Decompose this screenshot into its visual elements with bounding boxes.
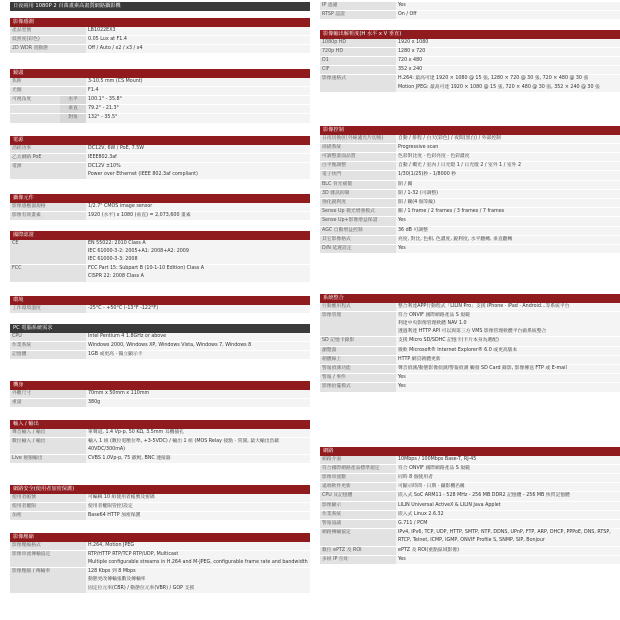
- section-header: 影像控制: [320, 126, 620, 135]
- spec-value: Windows 2000, Windows XP, Windows Vista, Windows 7, Windows 8: [86, 341, 310, 350]
- spec-label: [10, 105, 60, 114]
- spec-label: 瀏覽器: [320, 346, 396, 355]
- spec-table: [10, 203, 310, 221]
- spec-row: [320, 456, 620, 465]
- spec-table: [10, 240, 310, 283]
- spec-label: 影像有效畫素: [10, 211, 86, 220]
- spec-row: [320, 546, 620, 555]
- spec-label: Live 視頻輸出: [10, 455, 86, 464]
- spec-table: [10, 78, 310, 96]
- spec-table: [10, 333, 310, 361]
- spec-value: 70mm x 50mm x 110mm: [86, 390, 310, 399]
- spec-value: Yes: [396, 217, 620, 226]
- spec-row: [10, 350, 310, 359]
- spec-label: 警報 / 事件: [320, 374, 396, 383]
- spec-label: 2D WDR 寬動態: [10, 44, 86, 53]
- spec-row: [10, 162, 310, 179]
- spec-row: [10, 550, 310, 567]
- spec-row: [320, 75, 620, 92]
- spec-label: 作業系統: [320, 510, 396, 519]
- spec-label: Sense Up 微光增強模式: [320, 208, 396, 217]
- spec-label: 白平衡調整: [320, 162, 396, 171]
- spec-row: [10, 437, 310, 454]
- spec-label: 作業系統: [10, 341, 86, 350]
- spec-value: 同時 8 個使用者: [396, 473, 620, 482]
- spec-label: 焦距: [10, 78, 86, 87]
- spec-value: IEEE802.3af: [86, 153, 310, 162]
- spec-value: 微軟 Microsoft® Internet Explorer® 6.0 或更高版本: [396, 346, 620, 355]
- viewing-angle-axis: 水平: [60, 96, 86, 105]
- spec-label: 影像拍擺模式: [320, 383, 396, 392]
- spec-value: 1GB 或更高 · 獨立顯示卡: [86, 350, 310, 359]
- section-header: 系統整合: [320, 294, 620, 303]
- spec-value: 單聲道, 1.4 Vp-p, 50 KΩ, 3.5mm 耳機插孔: [86, 429, 310, 438]
- spec-row: [10, 240, 310, 265]
- spec-value: Base64 HTTP 加密保護: [86, 511, 310, 520]
- left-spec-section: [10, 420, 310, 464]
- spec-row: [10, 35, 310, 44]
- spec-row: [10, 27, 310, 36]
- section-header: 環境: [10, 296, 310, 305]
- spec-label: 重量: [10, 398, 86, 407]
- spec-row: [10, 203, 310, 212]
- spec-label: IP 過濾: [320, 2, 396, 11]
- spec-table: [10, 390, 310, 408]
- spec-table: [10, 305, 310, 314]
- spec-row: [320, 11, 620, 20]
- spec-value: 整合利達APP行動程式「LILIN Pro」支援 iPhone · iPad · Android...等系統平台: [396, 303, 620, 312]
- spec-label: 影像串流傳輸協定: [10, 550, 86, 567]
- spec-label: 光圈: [10, 86, 86, 95]
- spec-table: [320, 2, 620, 20]
- spec-row: [320, 152, 620, 161]
- spec-value: 色彩對比度 · 色彩亮度 · 色彩濃度: [396, 152, 620, 161]
- spec-value: 380g: [86, 398, 310, 407]
- spec-label: 行動應用程式: [320, 303, 396, 312]
- spec-value: 3-10.5 mm (CS Mount): [86, 78, 310, 87]
- spec-value: 開 / 關: [396, 180, 620, 189]
- spec-row: [320, 56, 620, 65]
- spec-value: 36 dB 可調整: [396, 226, 620, 235]
- section-header: PC 電腦系統需求: [10, 324, 310, 333]
- spec-value: 符合 ONVIF 國際網路產品 S 規範: [396, 464, 620, 473]
- spec-table: [320, 135, 620, 255]
- spec-row: [320, 180, 620, 189]
- spec-value: 132° - 35.5°: [86, 114, 310, 123]
- spec-label: 消耗功率: [10, 145, 86, 154]
- left-spec-section: [10, 136, 310, 180]
- spec-row: [10, 390, 310, 399]
- spec-label: Sense Up+影像增益保證: [320, 217, 396, 226]
- spec-label: 工作環境溫度: [10, 305, 86, 314]
- spec-label: 掃描系統: [320, 143, 396, 152]
- spec-value: Yes: [396, 383, 620, 392]
- spec-row: [10, 105, 310, 114]
- spec-row: [320, 519, 620, 528]
- left-spec-section: [10, 231, 310, 283]
- spec-label: 影像壓縮格式: [10, 542, 86, 551]
- spec-value: 1920 x 1080: [396, 39, 620, 48]
- spec-row: [320, 39, 620, 48]
- spec-value: 可顯示時間 · 日期 · 攝影機名稱: [396, 483, 620, 492]
- spec-value: -25°C - +50°C (-13°F -122°F): [86, 305, 310, 314]
- left-spec-section: [10, 324, 310, 360]
- spec-label: 使用者權限: [10, 502, 86, 511]
- spec-label: 日夜切換(紅外線濾光片切換): [320, 135, 396, 144]
- spec-row: [320, 346, 620, 355]
- spec-label: CE: [10, 240, 86, 265]
- spec-row: [320, 226, 620, 235]
- spec-row: [10, 86, 310, 95]
- spec-label: 韌體線上: [320, 355, 396, 364]
- spec-value: ePTZ 及 ROI(重點區域影像): [396, 546, 620, 555]
- spec-label: 其它影像格式: [320, 235, 396, 244]
- spec-row: [10, 96, 310, 105]
- spec-row: [320, 162, 620, 171]
- spec-label: CIF: [320, 66, 396, 75]
- spec-row: [320, 135, 620, 144]
- section-header: 鏡頭: [10, 69, 310, 78]
- spec-label: 720p HD: [320, 47, 396, 56]
- spec-row: [320, 235, 620, 244]
- spec-row: [10, 44, 310, 53]
- spec-value: 1/2.7" CMOS image sensor: [86, 203, 310, 212]
- spec-table: [10, 494, 310, 522]
- spec-value: LILIN Universal ActiveX & LILIN Java Applet: [396, 501, 620, 510]
- spec-label: 1080p HD: [320, 39, 396, 48]
- right-spec-section: [320, 2, 620, 20]
- spec-label: [10, 114, 60, 123]
- spec-label: 警報協議: [320, 519, 396, 528]
- right-spec-section: [320, 294, 620, 393]
- spec-label: 警報偵測功能: [320, 364, 396, 373]
- spec-value: 嵌入式 SoC ARM11 - 528 MHz - 256 MB DDR2 記憶體 - 256 MB 快閃記憶體: [396, 492, 620, 501]
- spec-label: 乙太網路 PoE: [10, 153, 86, 162]
- spec-value: EN 55022: 2010 Class A IEC 61000-3-2: 2005+A1: 2008+A2: 2009 IEC 61000-3-3: 2008: [86, 240, 310, 265]
- spec-label: FCC: [10, 265, 86, 282]
- spec-value: 使用者權限管控/設定: [86, 502, 310, 511]
- section-header: 輸入 / 輸出: [10, 420, 310, 429]
- right-spec-section: [320, 126, 620, 254]
- spec-value: 1/30(1/25)秒 - 1/8000 秒: [396, 171, 620, 180]
- spec-row: [320, 337, 620, 346]
- spec-label: 多組 IP 位址: [320, 555, 396, 564]
- section-header: 日夜兩用 1080P 2 百萬畫素高畫質網路攝影機: [10, 2, 310, 11]
- spec-label: D/N 延遲設定: [320, 244, 396, 253]
- spec-value: Yes: [396, 555, 620, 564]
- spec-value: 可編輯 10 組使用者帳號及密碼: [86, 494, 310, 503]
- spec-label: 影像壓縮 / 傳輸率: [10, 568, 86, 594]
- spec-label: 電源: [10, 162, 86, 179]
- right-spec-section: [320, 30, 620, 93]
- spec-value: DC12V ±10% Power over Ethernet (IEEE 802.3af compliant): [86, 162, 310, 179]
- spec-row: [320, 311, 620, 337]
- spec-label: 網路介面: [320, 456, 396, 465]
- spec-row: [10, 511, 310, 520]
- left-spec-section: [10, 381, 310, 408]
- spec-table: [10, 542, 310, 594]
- spec-table: [10, 27, 310, 55]
- spec-label: 可視角度: [10, 96, 60, 105]
- spec-row: [320, 303, 620, 312]
- spec-row: [10, 114, 310, 123]
- spec-label: SD 記憶卡錄影: [320, 337, 396, 346]
- spec-row: [10, 78, 310, 87]
- spec-row: [10, 265, 310, 282]
- section-header: 國際認證: [10, 231, 310, 240]
- spec-row: [10, 568, 310, 594]
- spec-value: LB1022EX3: [86, 27, 310, 36]
- left-spec-section: [10, 69, 310, 124]
- spec-value: G.711 / PCM: [396, 519, 620, 528]
- spec-label: 低照度(彩色): [10, 35, 86, 44]
- spec-value: 79.2° - 21.3°: [86, 105, 310, 114]
- spec-label: 3D 雜訊抑制: [320, 189, 396, 198]
- section-header: 影像輸出解析度(H 水平 x V 垂直): [320, 30, 620, 39]
- spec-row: [320, 501, 620, 510]
- spec-label: 產品型號: [10, 27, 86, 36]
- spec-row: [320, 483, 620, 492]
- spec-label: CPU 及記憶體: [320, 492, 396, 501]
- spec-value: Off / Auto / x2 / x3 / x4: [86, 44, 310, 53]
- spec-label: RTSP 認證: [320, 11, 396, 20]
- spec-value: 聲音偵測/動態影像偵測/警報偵測 觸發 SD Card 錄影, 影像傳送 FTP 或 E-mail: [396, 364, 620, 373]
- spec-row: [320, 464, 620, 473]
- spec-value: 128 Kbps 到 8 Mbps 動態更改傳輸張數及傳輸率 固定位元率(CBR) / 動態位元率(VBR) / GOP 支援: [86, 568, 310, 594]
- viewing-angle-axis: 對角: [60, 114, 86, 123]
- spec-value: On / Off: [396, 11, 620, 20]
- spec-label: D1: [320, 56, 396, 65]
- spec-table: [10, 145, 310, 181]
- spec-row: [320, 189, 620, 198]
- spec-label: 可調整畫面品質: [320, 152, 396, 161]
- spec-value: F1.4: [86, 86, 310, 95]
- spec-row: [320, 529, 620, 546]
- spec-label: 影像顯示: [320, 501, 396, 510]
- spec-label: 強化銳利度: [320, 198, 396, 207]
- spec-label: 電子快門: [320, 171, 396, 180]
- spec-label: 影像管理: [320, 311, 396, 337]
- spec-value: 開 / 1-32 (可調整): [396, 189, 620, 198]
- spec-row: [10, 429, 310, 438]
- spec-row: [320, 198, 620, 207]
- spec-row: [10, 211, 310, 220]
- spec-label: 影像速格式: [320, 75, 396, 92]
- spec-row: [10, 333, 310, 342]
- spec-value: 符合 ONVIF 國際網路產品 S 規範 利達中央影像管理軟體 NAV 1.0 透過利達 HTTP API 可以與第三方 VMS 影像管理軟體平台做系統整合: [396, 311, 620, 337]
- spec-label: 使用者帳號: [10, 494, 86, 503]
- spec-row: [10, 153, 310, 162]
- spec-label: 影像感應器規格: [10, 203, 86, 212]
- spec-value: 亮度, 對比, 色相, 色濃度, 銳利度, 水平翻轉, 垂直翻轉: [396, 235, 620, 244]
- spec-row: [320, 383, 620, 392]
- section-header: 影像感測: [10, 18, 310, 27]
- spec-value: 開 / 關(4 個等級): [396, 198, 620, 207]
- spec-value: H.264: 最高可達 1920 × 1080 @ 15 張, 1280 × 720 @ 30 張, 720 × 480 @ 30 張 Motion JPEG: 最高可達 1920 × 1080 @ 15 張, 720 × 480 @ 30 張, 352 × 240 @ 30 張: [396, 75, 620, 92]
- spec-label: AGC 自動增益控制: [320, 226, 396, 235]
- spec-value: Intel Pentium 4 1.8GHz or above: [86, 333, 310, 342]
- spec-value: 支援 Micro SD/SDHC 記憶卡(卡片本身為選配): [396, 337, 620, 346]
- spec-table: [320, 303, 620, 393]
- spec-value: 352 x 240: [396, 66, 620, 75]
- section-header: 網路安全(使用者加密保護): [10, 485, 310, 494]
- spec-row: [320, 355, 620, 364]
- spec-value: 0.05 Lux at F1.4: [86, 35, 310, 44]
- spec-label: 外觀尺寸: [10, 390, 86, 399]
- spec-label: 記憶體: [10, 350, 86, 359]
- spec-value: H.264, Motion JPEG: [86, 542, 310, 551]
- viewing-angle-axis: 垂直: [60, 105, 86, 114]
- spec-label: 符合國際網路產品標準規定: [320, 464, 396, 473]
- spec-value: HTTP 網頁韌體更新: [396, 355, 620, 364]
- spec-row: [10, 341, 310, 350]
- section-header: 電源: [10, 136, 310, 145]
- spec-label: 聲音輸入 / 輸出: [10, 429, 86, 438]
- spec-row: [320, 364, 620, 373]
- spec-value: Progressive scan: [396, 143, 620, 152]
- left-spec-section: [10, 2, 310, 11]
- spec-label: 加密: [10, 511, 86, 520]
- spec-value: 輸入 1 組 (數位電壓位準, +3-5VDC) / 輸出 1 組 (MOS Relay 接點 · 常開, 最大輸出負載 40VDC/300mA): [86, 437, 310, 454]
- spec-row: [320, 143, 620, 152]
- spec-row: [320, 244, 620, 253]
- spec-value: 10Mbps / 100Mbps Base-T, RJ-45: [396, 456, 620, 465]
- viewing-angle-table: [10, 96, 310, 124]
- section-header: 機身: [10, 381, 310, 390]
- spec-row: [320, 492, 620, 501]
- left-spec-section: [10, 18, 310, 54]
- spec-label: 遠端軟件更新: [320, 483, 396, 492]
- spec-label: CPU: [10, 333, 86, 342]
- spec-value: CVBS 1.0Vp-p, 75 歐姆, BNC 連接器: [86, 455, 310, 464]
- spec-row: [320, 208, 620, 217]
- spec-row: [10, 502, 310, 511]
- spec-value: 嵌入式 Linux 2.6.32: [396, 510, 620, 519]
- left-spec-section: [10, 533, 310, 594]
- spec-value: RTP/HTTP RTP/TCP RTP/UDP, Multicast Multiple configurable streams in H.264 and M-JPEG, configurable frame rate and bandwidth: [86, 550, 310, 567]
- spec-row: [320, 217, 620, 226]
- spec-row: [320, 374, 620, 383]
- spec-row: [320, 510, 620, 519]
- spec-value: Yes: [396, 2, 620, 11]
- spec-row: [10, 398, 310, 407]
- spec-label: 網路傳輸協定: [320, 529, 396, 546]
- section-header: 網路: [320, 447, 620, 456]
- spec-row: [320, 2, 620, 11]
- spec-label: 數位輸入 / 輸出: [10, 437, 86, 454]
- spec-row: [320, 47, 620, 56]
- spec-row: [10, 145, 310, 154]
- spec-label: 數位 ePTZ 及 ROI: [320, 546, 396, 555]
- spec-value: 自動 / 燭光 / 室內 / 日光燈 1 / 日光燈 2 / 室外 1 / 室外 2: [396, 162, 620, 171]
- spec-table: [320, 39, 620, 93]
- spec-value: 關 / 1 frame / 2 frames / 3 frames / 7 frames: [396, 208, 620, 217]
- section-header: 影像壓縮: [10, 533, 310, 542]
- left-spec-section: [10, 194, 310, 221]
- right-spec-section: [320, 447, 620, 565]
- spec-value: 100.1° - 35.8°: [86, 96, 310, 105]
- left-spec-section: [10, 485, 310, 521]
- spec-row: [10, 494, 310, 503]
- spec-row: [320, 66, 620, 75]
- spec-value: Yes: [396, 374, 620, 383]
- spec-value: 1920 (水平) x 1080 (垂直) = 2,073,600 畫素: [86, 211, 310, 220]
- spec-row: [10, 305, 310, 314]
- spec-value: 1280 x 720: [396, 47, 620, 56]
- spec-value: 720 x 480: [396, 56, 620, 65]
- spec-row: [10, 542, 310, 551]
- spec-value: DC12V, 6W / PoE, 7.5W: [86, 145, 310, 154]
- section-header: 攝像元件: [10, 194, 310, 203]
- spec-table: [320, 456, 620, 565]
- spec-value: Yes: [396, 244, 620, 253]
- spec-value: 自動 / 排程 / 白天(彩色) / 夜間(黑白) / 外部控制: [396, 135, 620, 144]
- left-spec-section: [10, 296, 310, 314]
- spec-table: [10, 429, 310, 465]
- spec-label: 影像串流數: [320, 473, 396, 482]
- spec-value: FCC Part 15: Subpart B (10-1-10 Edition) Class A CISPR 22: 2008 Class A: [86, 265, 310, 282]
- spec-row: [320, 473, 620, 482]
- spec-row: [10, 455, 310, 464]
- spec-label: BLC 背光補償: [320, 180, 396, 189]
- spec-row: [320, 171, 620, 180]
- spec-value: IPv4, IPv6, TCP, UDP, HTTP, SMTP, NTP, DDNS, UPnP, FTP, ARP, DHCP, PPPoE, DNS, RTSP, RTCP, Telnet, ICMP, IGMP, ONVIF Profile S, SNMP, SIP, Bonjour: [396, 529, 620, 546]
- spec-row: [320, 555, 620, 564]
